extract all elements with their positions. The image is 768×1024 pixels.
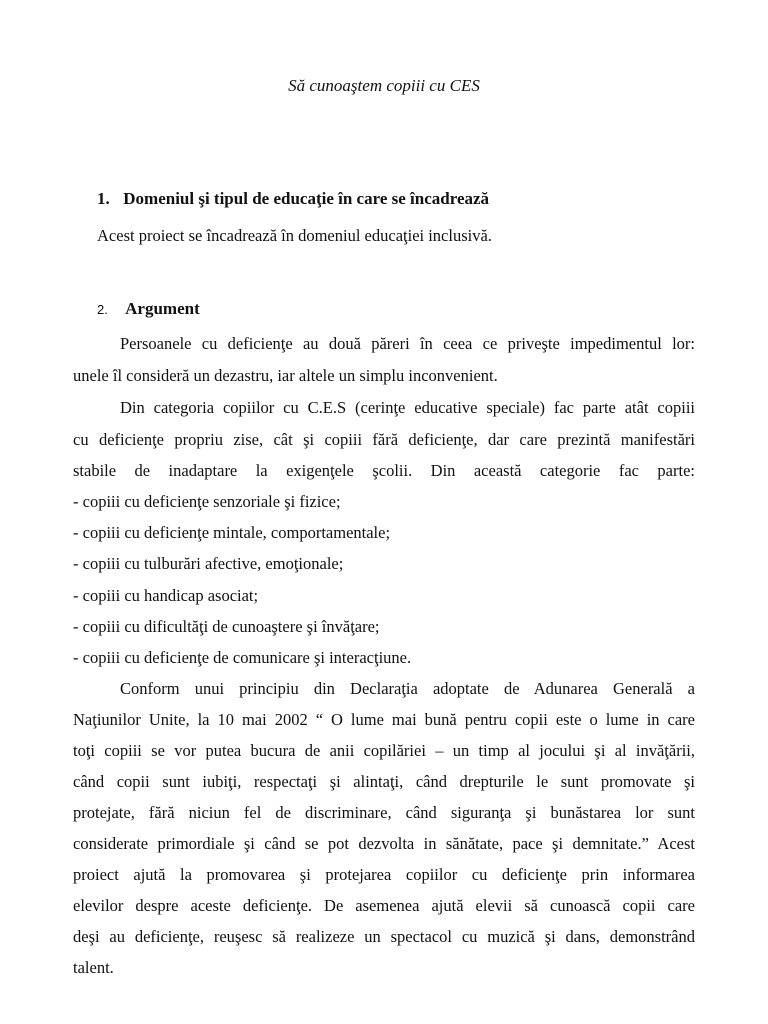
paragraph-line: unele îl consideră un dezastru, iar altele un simplu inconvenient. — [73, 366, 498, 385]
paragraph-line: când copii sunt iubiţi, respectaţi şi alintaţi, când drepturile le sunt promovate şi — [73, 772, 695, 791]
paragraph-line: toţi copiii se vor putea bucura de anii copilăriei – un timp al jocului şi al invăţării, — [73, 741, 695, 760]
paragraph-line: proiect ajută la promovarea şi protejarea copiilor cu deficienţe prin informarea — [73, 865, 695, 884]
list-item: - copiii cu deficienţe de comunicare şi interacţiune. — [73, 648, 412, 667]
paragraph-line: stabile de inadaptare la exigenţele şcolii. Din această categorie fac parte: — [73, 461, 695, 480]
section-2-heading — [97, 299, 200, 319]
paragraph-line: elevilor despre aceste deficienţe. De asemenea ajută elevii să cunoască copii care — [73, 896, 695, 915]
paragraph-line: deşi au deficienţe, reuşesc să realizeze un spectacol cu muzică şi dans, demonstrând — [73, 927, 695, 946]
section-2-number: 2. — [97, 302, 108, 317]
paragraph-line: Din categoria copiilor cu C.E.S (cerinţe educative speciale) fac parte atât copiii — [120, 398, 695, 417]
section-1-number: 1. — [97, 189, 110, 208]
section-2-title: Argument — [125, 299, 200, 318]
paragraph-line: talent. — [73, 958, 114, 977]
list-item: - copiii cu dificultăţi de cunoaştere şi învăţare; — [73, 617, 380, 636]
list-item: - copiii cu deficienţe mintale, comportamentale; — [73, 523, 391, 542]
paragraph-line: Naţiunilor Unite, la 10 mai 2002 “ O lume mai bună pentru copii este o lume in care — [73, 710, 695, 729]
paragraph-line: Conform unui principiu din Declaraţia adoptate de Adunarea Generală a — [120, 679, 695, 698]
section-1-heading — [97, 189, 489, 209]
section-1-title: Domeniul şi tipul de educaţie în care se încadrează — [123, 189, 490, 208]
paragraph-line: considerate primordiale şi când se pot dezvolta in sănătate, pace şi demnitate.” Acest — [73, 834, 695, 853]
paragraph-line: Persoanele cu deficienţe au două păreri în ceea ce priveşte impedimentul lor: — [120, 334, 695, 353]
section-1-text: Acest proiect se încadrează în domeniul educaţiei inclusivă. — [97, 226, 492, 245]
document-title: Să cunoaştem copiii cu CES — [288, 76, 480, 95]
list-item: - copiii cu tulburări afective, emoţionale; — [73, 554, 344, 573]
paragraph-line: cu deficienţe propriu zise, cât şi copiii fără deficienţe, dar care prezintă manifestări — [73, 430, 695, 449]
paragraph-line: protejate, fără niciun fel de discriminare, când siguranţa şi bunăstarea lor sunt — [73, 803, 695, 822]
list-item: - copiii cu deficienţe senzoriale şi fizice; — [73, 492, 341, 511]
list-item: - copiii cu handicap asociat; — [73, 586, 259, 605]
